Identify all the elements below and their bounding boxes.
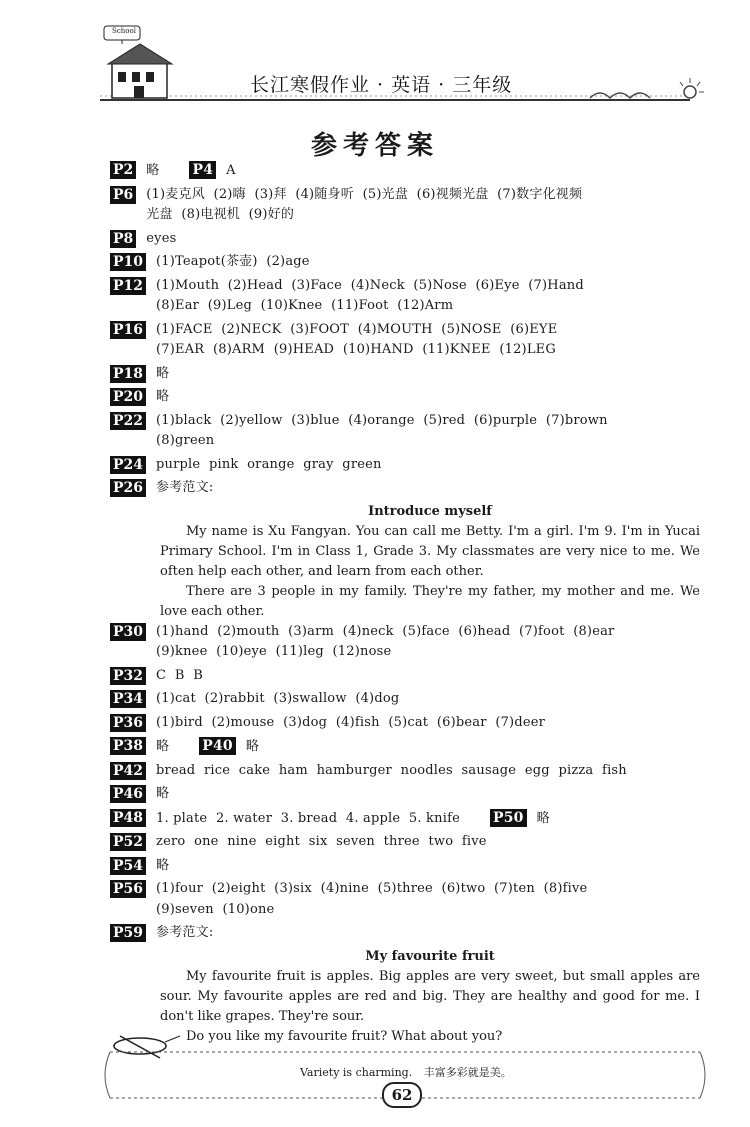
answer-line: 光盘 (8)电视机 (9)好的 bbox=[146, 207, 295, 222]
answer-text bbox=[156, 713, 545, 734]
page-tag: P42 bbox=[110, 762, 146, 780]
answer-text bbox=[156, 364, 169, 385]
school-sign: School bbox=[112, 27, 136, 35]
answer-text bbox=[156, 411, 608, 452]
answer-text bbox=[146, 229, 176, 250]
page-header bbox=[0, 0, 750, 110]
answer-line: (1)麦克风 (2)嗨 (3)拜 (4)随身听 (5)光盘 (6)视频光盘 (7)数字化视频 bbox=[146, 186, 583, 202]
page-tag: P36 bbox=[110, 714, 146, 732]
motto-chinese: 丰富多彩就是美。 bbox=[423, 1066, 512, 1079]
answer-text bbox=[156, 808, 550, 830]
page-tag: P12 bbox=[110, 277, 146, 295]
answer-text: 略 bbox=[245, 739, 260, 754]
answer-text bbox=[156, 761, 627, 782]
answer-text bbox=[156, 478, 213, 499]
answer-text bbox=[156, 455, 382, 476]
answer-line: (1)black (2)yellow (3)blue (4)orange (5)red (6)purple (7)brown bbox=[156, 412, 608, 428]
answer-line: (9)seven (10)one bbox=[156, 901, 275, 917]
essay-introduce-myself bbox=[110, 502, 700, 622]
page-tag: P32 bbox=[110, 667, 146, 685]
page-number: 62 bbox=[382, 1082, 422, 1108]
essay-title: My favourite fruit bbox=[365, 948, 495, 964]
answer-line: (1)FACE (2)NECK (3)FOOT (4)MOUTH (5)NOSE (6)EYE bbox=[156, 321, 558, 337]
page-tag: P54 bbox=[110, 857, 146, 875]
page-tag: P18 bbox=[110, 365, 146, 383]
answer-row bbox=[110, 229, 700, 250]
airplane-icon bbox=[114, 1036, 180, 1058]
answer-line: (8)Ear (9)Leg (10)Knee (11)Foot (12)Arm bbox=[156, 298, 454, 313]
answer-text bbox=[156, 320, 557, 361]
page-tag: P10 bbox=[110, 253, 146, 271]
answer-text bbox=[156, 736, 259, 758]
motto-english: Variety is charming. bbox=[300, 1066, 413, 1079]
answer-content bbox=[110, 160, 700, 1047]
page-tag: P4 bbox=[189, 161, 216, 179]
page-tag: P26 bbox=[110, 479, 146, 497]
page-tag: P48 bbox=[110, 809, 146, 827]
answer-line: purple pink orange gray green bbox=[156, 456, 382, 472]
answer-line: eyes bbox=[146, 230, 177, 246]
answer-row bbox=[110, 856, 700, 877]
answer-row bbox=[110, 879, 700, 920]
essay-title: Introduce myself bbox=[368, 503, 492, 519]
answer-text bbox=[146, 160, 235, 182]
answer-row bbox=[110, 160, 700, 182]
answer-line: (1)four (2)eight (3)six (4)nine (5)three (6)two (7)ten (8)five bbox=[156, 881, 588, 896]
header-title: 长江寒假作业 · 英语 · 三年级 bbox=[250, 74, 513, 96]
answer-line: (1)cat (2)rabbit (3)swallow (4)dog bbox=[156, 691, 400, 706]
page-tag: P16 bbox=[110, 321, 146, 339]
page-tag: P34 bbox=[110, 690, 146, 708]
answer-text bbox=[146, 185, 582, 226]
page-tag: P50 bbox=[490, 809, 527, 827]
footer-motto bbox=[300, 1064, 512, 1080]
answer-line: (1)Teapot(茶壶) (2)age bbox=[156, 254, 310, 269]
answer-list-1 bbox=[110, 160, 700, 499]
answer-text bbox=[156, 856, 169, 877]
answer-text bbox=[156, 832, 487, 853]
page-tag: P52 bbox=[110, 833, 146, 851]
answer-line: 略 bbox=[156, 365, 170, 381]
answer-row bbox=[110, 455, 700, 476]
answer-row bbox=[110, 411, 700, 452]
answer-text bbox=[156, 252, 310, 273]
page-tag: P59 bbox=[110, 924, 146, 942]
answer-line: C B B bbox=[156, 667, 203, 683]
page-tag: P20 bbox=[110, 388, 146, 406]
answer-line: 1. plate 2. water 3. bread 4. apple 5. knife bbox=[156, 810, 460, 826]
essay-paragraph: My favourite fruit is apples. Big apples are very sweet, but small apples are sour. My favourite apples are red and big. They are healthy and good for me. I don't like grapes. They're sour. bbox=[160, 968, 700, 1024]
answer-row bbox=[110, 185, 700, 226]
page-tag: P2 bbox=[110, 161, 136, 179]
page-tag: P56 bbox=[110, 880, 146, 898]
answer-row bbox=[110, 784, 700, 805]
answer-row bbox=[110, 478, 700, 499]
answer-text: A bbox=[226, 163, 236, 178]
page-tag: P8 bbox=[110, 230, 136, 248]
school-building-icon bbox=[104, 26, 172, 98]
answer-line: (1)bird (2)mouse (3)dog (4)fish (5)cat (6)bear (7)deer bbox=[156, 714, 546, 730]
answer-row bbox=[110, 761, 700, 782]
answer-row bbox=[110, 666, 700, 687]
answer-line: 略 bbox=[146, 163, 160, 178]
answer-line: 参考范文: bbox=[156, 480, 214, 495]
answer-text bbox=[156, 923, 213, 944]
answer-line: (9)knee (10)eye (11)leg (12)nose bbox=[156, 644, 392, 659]
sun-icon bbox=[680, 78, 704, 98]
answer-text bbox=[156, 666, 203, 687]
answer-text bbox=[156, 784, 169, 805]
answer-line: (8)green bbox=[156, 433, 215, 448]
page-title: 参考答案 bbox=[310, 131, 439, 161]
page-tag: P40 bbox=[199, 737, 236, 755]
essay-paragraph: There are 3 people in my family. They're my father, my mother and me. We love each other. bbox=[160, 583, 700, 619]
answer-text bbox=[156, 387, 169, 408]
answer-row bbox=[110, 689, 700, 710]
answer-line: 略 bbox=[156, 739, 170, 754]
page-footer bbox=[0, 1018, 750, 1123]
answer-text bbox=[156, 622, 614, 663]
answer-row bbox=[110, 622, 700, 663]
essay-paragraph: My name is Xu Fangyan. You can call me Betty. I'm a girl. I'm 9. I'm in Yucai Primary School. I'm in Class 1, Grade 3. My classmates are very nice to me. We often help each other, and learn from each other. bbox=[160, 523, 700, 579]
page-tag: P46 bbox=[110, 785, 146, 803]
essay-paragraph: Do you like my favourite fruit? What about you? bbox=[186, 1028, 503, 1044]
answer-row bbox=[110, 364, 700, 385]
answer-text bbox=[156, 689, 399, 710]
answer-line: (1)hand (2)mouth (3)arm (4)neck (5)face (6)head (7)foot (8)ear bbox=[156, 623, 615, 639]
answer-line: 略 bbox=[156, 389, 170, 404]
answer-row bbox=[110, 736, 700, 758]
answer-text bbox=[156, 879, 587, 920]
answer-line: 略 bbox=[156, 786, 170, 801]
page-tag: P6 bbox=[110, 186, 136, 204]
answer-row bbox=[110, 387, 700, 408]
answer-line: bread rice cake ham hamburger noodles sausage egg pizza fish bbox=[156, 762, 627, 778]
answer-list-2 bbox=[110, 622, 700, 944]
answer-line: 参考范文: bbox=[156, 925, 214, 940]
answer-row bbox=[110, 713, 700, 734]
page-tag: P30 bbox=[110, 623, 146, 641]
answer-text bbox=[156, 276, 584, 317]
answer-line: (1)Mouth (2)Head (3)Face (4)Neck (5)Nose (6)Eye (7)Hand bbox=[156, 277, 584, 293]
answer-row bbox=[110, 832, 700, 853]
answer-row bbox=[110, 252, 700, 273]
answer-line: zero one nine eight six seven three two five bbox=[156, 834, 487, 849]
answer-row bbox=[110, 276, 700, 317]
answer-line: (7)EAR (8)ARM (9)HEAD (10)HAND (11)KNEE (12)LEG bbox=[156, 342, 556, 357]
answer-text: 略 bbox=[536, 810, 550, 826]
answer-line: 略 bbox=[156, 857, 170, 873]
answer-row bbox=[110, 320, 700, 361]
page-tag: P38 bbox=[110, 737, 146, 755]
answer-row bbox=[110, 923, 700, 944]
answer-row bbox=[110, 808, 700, 830]
page-tag: P22 bbox=[110, 412, 146, 430]
page-tag: P24 bbox=[110, 456, 146, 474]
